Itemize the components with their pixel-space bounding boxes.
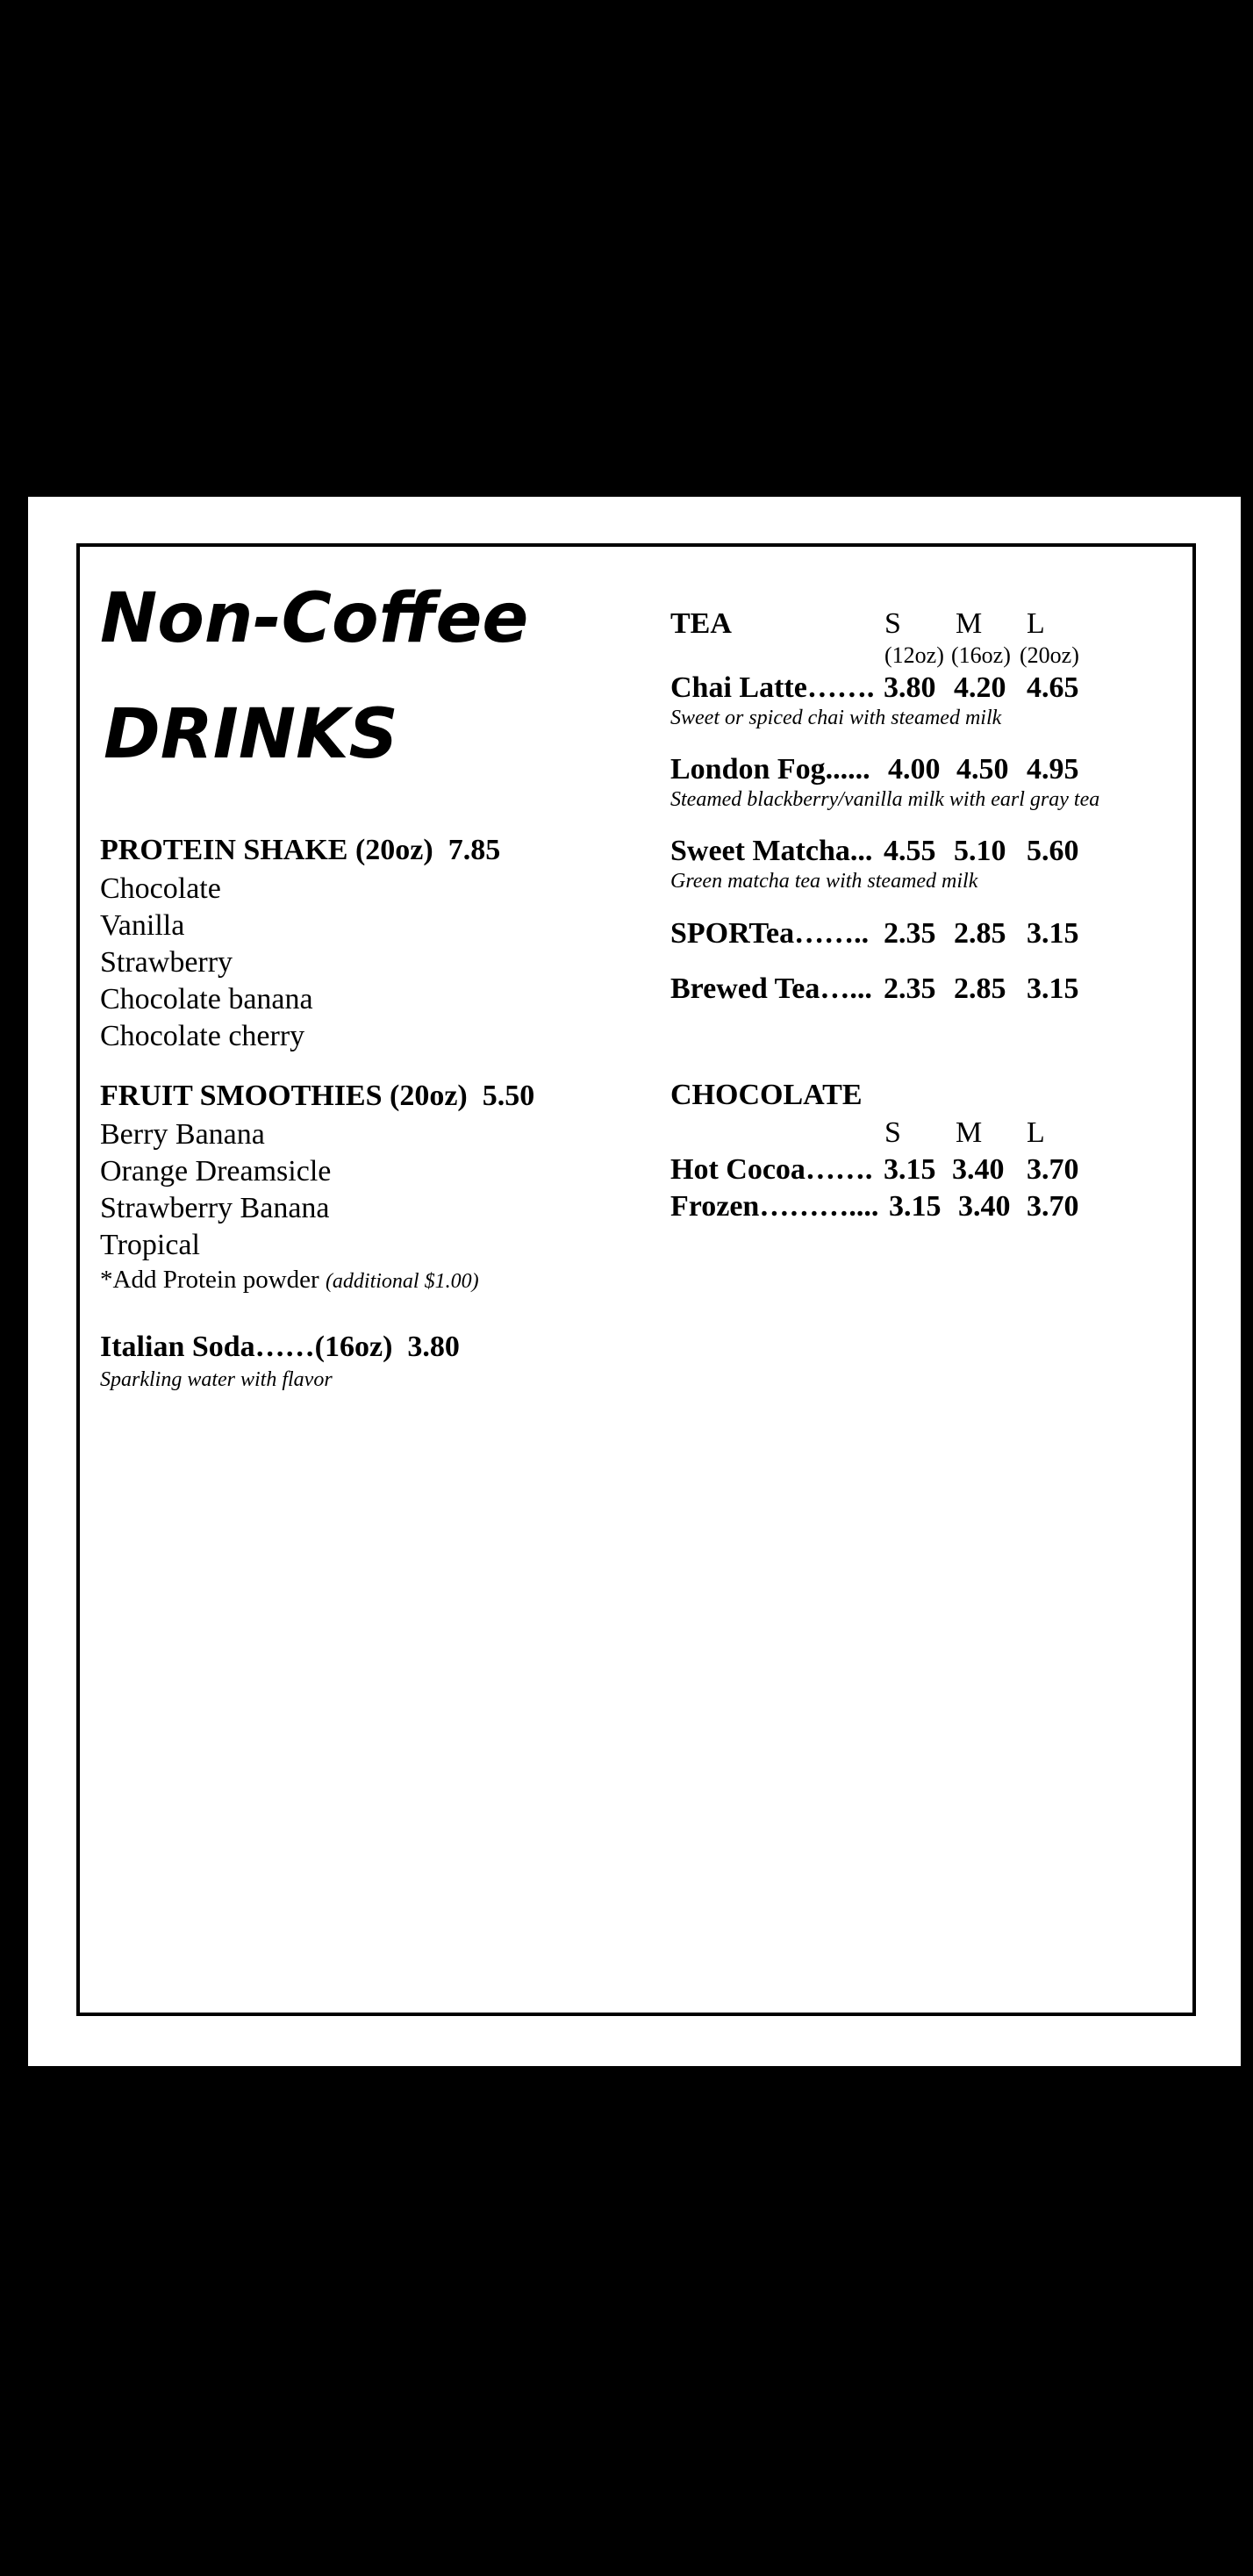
menu-title-line1: Non-Coffee (100, 579, 529, 658)
list-item: Chocolate banana (100, 983, 313, 1015)
list-item: Chocolate cherry (100, 1020, 305, 1052)
protein-shake-header: PROTEIN SHAKE (20oz) 7.85 (100, 834, 501, 866)
tea-header: TEA (670, 607, 732, 640)
tea-price-m: 2.85 (954, 917, 1006, 950)
chocolate-item-frozen: Frozen……….... (670, 1190, 879, 1223)
tea-oz-l: (20oz) (1020, 642, 1079, 668)
chocolate-price-s: 3.15 (884, 1153, 936, 1186)
chocolate-size-s: S (884, 1116, 901, 1149)
tea-price-s: 3.80 (884, 671, 936, 704)
chocolate-size-m: M (956, 1116, 983, 1149)
chocolate-header: CHOCOLATE (670, 1079, 863, 1111)
italian-soda-header: Italian Soda……(16oz) 3.80 (100, 1331, 460, 1363)
fruit-smoothies-header: FRUIT SMOOTHIES (20oz) 5.50 (100, 1080, 535, 1112)
italian-soda-price: 3.80 (407, 1331, 460, 1363)
tea-price-l: 3.15 (1027, 917, 1079, 950)
tea-price-l: 3.15 (1027, 972, 1079, 1005)
list-item: Chocolate (100, 872, 221, 905)
list-item: Orange Dreamsicle (100, 1155, 332, 1188)
protein-addon-note: (additional $1.00) (325, 1270, 479, 1293)
tea-item-brewed-tea: Brewed Tea…... (670, 972, 872, 1005)
tea-price-s: 2.35 (884, 917, 936, 950)
tea-price-m: 4.50 (956, 753, 1009, 786)
tea-price-m: 5.10 (954, 835, 1006, 867)
menu-title-line2: DRINKS (104, 695, 398, 774)
tea-item-sweet-matcha: Sweet Matcha... (670, 835, 873, 867)
chocolate-price-l: 3.70 (1027, 1153, 1079, 1186)
tea-item-note: Steamed blackberry/vanilla milk with earl gray tea (670, 788, 1100, 811)
tea-price-s: 4.00 (888, 753, 941, 786)
protein-shake-price: 7.85 (448, 834, 501, 866)
chocolate-item-hot-cocoa: Hot Cocoa……. (670, 1153, 873, 1186)
italian-soda-note: Sparkling water with flavor (100, 1368, 333, 1391)
tea-item-note: Green matcha tea with steamed milk (670, 870, 978, 893)
list-item: Strawberry (100, 946, 233, 979)
chocolate-price-s: 3.15 (889, 1190, 942, 1223)
chocolate-size-l: L (1027, 1116, 1045, 1149)
menu-page (28, 497, 1241, 2066)
tea-price-m: 4.20 (954, 671, 1006, 704)
tea-price-l: 5.60 (1027, 835, 1079, 867)
protein-addon: *Add Protein powder (additional $1.00) (100, 1266, 479, 1294)
tea-price-m: 2.85 (954, 972, 1006, 1005)
tea-price-l: 4.65 (1027, 671, 1079, 704)
chocolate-price-l: 3.70 (1027, 1190, 1079, 1223)
list-item: Vanilla (100, 909, 185, 942)
list-item: Tropical (100, 1229, 200, 1261)
chocolate-price-m: 3.40 (958, 1190, 1011, 1223)
tea-price-s: 2.35 (884, 972, 936, 1005)
list-item: Berry Banana (100, 1118, 265, 1151)
tea-size-s: S (884, 607, 901, 640)
tea-item-london-fog: London Fog...... (670, 753, 870, 786)
tea-item-note: Sweet or spiced chai with steamed milk (670, 707, 1002, 729)
tea-size-l: L (1027, 607, 1045, 640)
tea-price-l: 4.95 (1027, 753, 1079, 786)
fruit-smoothies-price: 5.50 (482, 1080, 535, 1112)
tea-size-m: M (956, 607, 983, 640)
tea-oz-s: (12oz) (884, 642, 944, 668)
tea-oz-m: (16oz) (951, 642, 1011, 668)
list-item: Strawberry Banana (100, 1192, 330, 1224)
chocolate-price-m: 3.40 (952, 1153, 1005, 1186)
tea-item-chai-latte: Chai Latte……. (670, 671, 875, 704)
tea-price-s: 4.55 (884, 835, 936, 867)
tea-item-sportea: SPORTea…….. (670, 917, 870, 950)
